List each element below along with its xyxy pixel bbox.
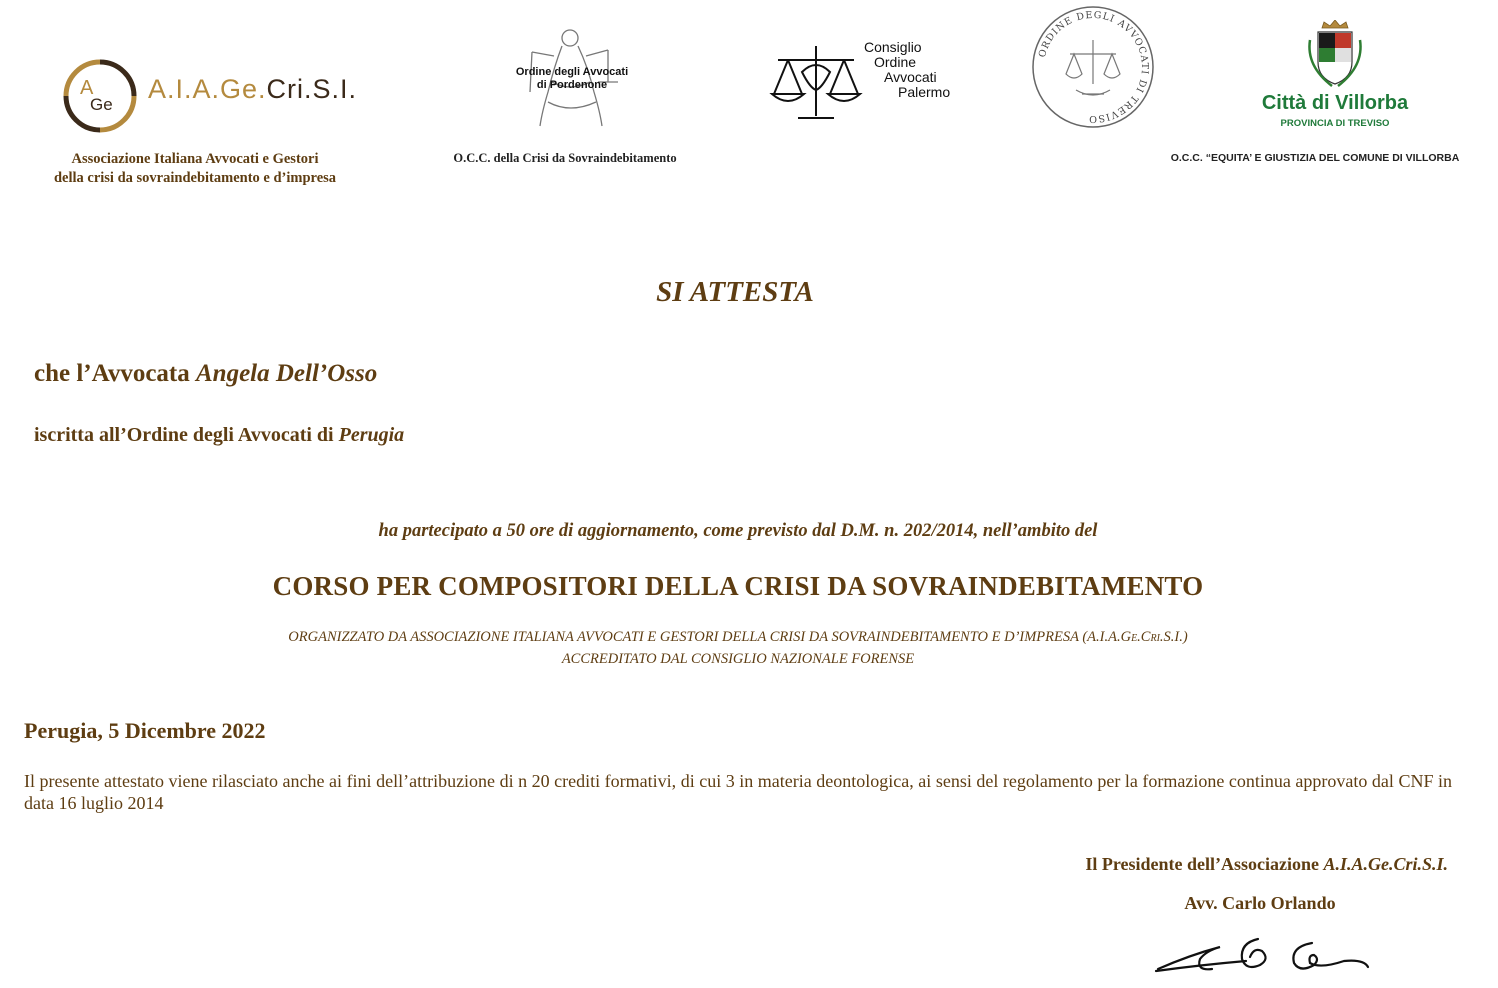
organizer-block xyxy=(0,626,1476,670)
occ-crisi-label: O.C.C. della Crisi da Sovraindebitamento xyxy=(453,151,677,165)
seal-ring-text: ORDINE DEGLI AVVOCATI DI TREVISO xyxy=(1036,9,1151,125)
bar-city: Perugia xyxy=(338,424,405,446)
lawyer-name: Angela Dell’Osso xyxy=(196,360,378,387)
lawyer-prefix: che l’Avvocata xyxy=(34,360,196,387)
aiage-ring-icon xyxy=(60,56,140,136)
president-assoc: A.I.A.Ge.Cri.S.I. xyxy=(1323,854,1448,874)
organizer-text: ORGANIZZATO DA ASSOCIAZIONE ITALIANA AVVOCATI E GESTORI DELLA CRISI DA SOVRAINDEBITAMENTO E D’IMPRESA (A.I.A.Ge.Cri.S.I.) xyxy=(288,629,1188,645)
aiage-wordmark: A.I.A.Ge.Cri.S.I. xyxy=(148,74,358,104)
bar-prefix: iscritta all’Ordine degli Avvocati di xyxy=(34,424,339,446)
certificate-title: SI ATTESTA xyxy=(656,276,814,308)
signer-name: Avv. Carlo Orlando xyxy=(1184,893,1336,913)
pordenone-text: Ordine degli Avvocati di Pordenone xyxy=(515,66,629,91)
participation-text: ha partecipato a 50 ore di aggiornamento, come previsto dal D.M. n. 202/2014, nell’ambito del xyxy=(378,521,1098,541)
lawyer-line xyxy=(34,360,377,388)
occ-villorba-label: O.C.C. “EQUITA’ E GIUSTIZIA DEL COMUNE DI VILLORBA xyxy=(1170,152,1460,164)
bar-line xyxy=(34,424,404,447)
signature-icon xyxy=(1150,925,1380,985)
place-date: Perugia, 5 Dicembre 2022 xyxy=(24,718,266,743)
coat-of-arms-icon xyxy=(1260,20,1410,90)
course-title: CORSO PER COMPOSITORI DELLA CRISI DA SOVRAINDEBITAMENTO xyxy=(272,571,1204,601)
aiage-mark-a: A xyxy=(80,77,94,99)
aiage-description: Associazione Italiana Avvocati e Gestori della crisi da sovraindebitamento e d’impresa xyxy=(53,151,337,186)
scales-eagle-icon xyxy=(768,36,868,126)
credits-text: Il presente attestato viene rilasciato anche ai fini dell’attribuzione di n 20 crediti formativi, di cui 3 in materia deontologica, ai sensi del regolamento per la formazione continua approvato dal CNF in data 16 luglio 2014 xyxy=(24,771,1452,813)
aiage-mark-ge: Ge xyxy=(90,95,113,114)
accreditation-text: ACCREDITATO DAL CONSIGLIO NAZIONALE FORENSE xyxy=(561,651,915,667)
president-line xyxy=(1000,854,1448,875)
aiage-logo xyxy=(60,56,390,136)
seal-icon xyxy=(1030,4,1156,130)
pordenone-logo xyxy=(502,22,642,132)
treviso-seal xyxy=(1030,4,1156,130)
palermo-logo xyxy=(768,36,958,126)
palermo-text: Consiglio Ordine Avvocati Palermo xyxy=(864,39,951,100)
villorba-logo xyxy=(1260,20,1410,135)
villorba-name: Città di Villorba xyxy=(1261,92,1409,114)
villorba-province: PROVINCIA DI TREVISO xyxy=(1280,118,1390,129)
president-prefix: Il Presidente dell’Associazione xyxy=(1085,854,1324,874)
